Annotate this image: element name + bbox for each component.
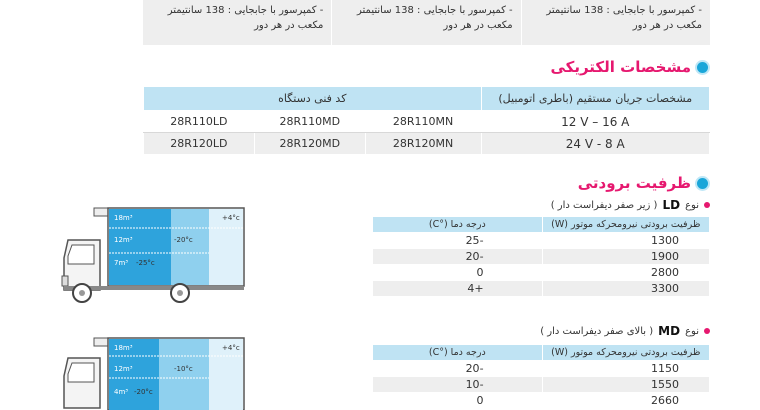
zone-label: 18m³ — [114, 214, 133, 222]
temp-label: -10°c — [174, 365, 193, 373]
table-row: 1150 -20 — [373, 361, 710, 377]
ld-subheading — [551, 198, 710, 212]
spec-cell: 24 V - 8 A — [481, 133, 709, 155]
header-codes: کد فنی دستگاه — [144, 87, 482, 111]
table-row — [144, 133, 710, 155]
zone-label: 7m³ — [114, 259, 129, 267]
bullet-icon — [697, 62, 708, 73]
type-note: ( بالای صفر دیفراست دار ) — [540, 325, 654, 337]
type-prefix: نوع — [685, 199, 699, 211]
zone-label: 18m³ — [114, 344, 133, 352]
compressor-cell: - کمپرسور با جابجایی : 138 سانتیمتر مکعب در هر دور — [521, 0, 710, 45]
zone-label: 12m³ — [114, 236, 133, 244]
table-row — [144, 111, 710, 133]
temp-label: -25°c — [136, 259, 155, 267]
md-capacity-table — [372, 344, 710, 409]
code-cell: 28R110MD — [254, 111, 365, 133]
temp-label: -20°c — [134, 388, 153, 396]
electrical-title: مشخصات الکتریکی — [550, 58, 691, 76]
table-row: 1550 -10 — [373, 377, 710, 393]
bullet-icon — [697, 178, 708, 189]
table-row: 1900 -20 — [373, 249, 710, 265]
electrical-table — [143, 86, 710, 155]
truck-ld-diagram — [60, 198, 250, 308]
compressor-cell: - کمپرسور با جابجایی : 138 سانتیمتر مکعب در هر دور — [167, 5, 324, 31]
md-subheading — [540, 324, 710, 338]
truck-md-diagram — [60, 330, 250, 410]
temp-label: +4°c — [222, 344, 240, 352]
compressor-strip — [143, 0, 710, 45]
type-code: MD — [658, 324, 681, 338]
table-row: 1300 -25 — [373, 233, 710, 249]
code-cell: 28R110MN — [365, 111, 481, 133]
type-code: LD — [662, 198, 681, 212]
col-temp: درجه دما (°C) — [373, 345, 543, 361]
capacity-heading — [578, 174, 708, 192]
table-row: 2800 0 — [373, 265, 710, 281]
zone-label: 4m³ — [114, 388, 129, 396]
col-power: ظرفیت برودتی نیرومحرکه موتور (W) — [542, 217, 709, 233]
code-cell: 28R120MD — [254, 133, 365, 155]
code-cell: 28R110LD — [144, 111, 255, 133]
code-cell: 28R120MN — [365, 133, 481, 155]
electrical-heading — [550, 58, 708, 76]
spec-cell: 12 V – 16 A — [481, 111, 709, 133]
type-prefix: نوع — [685, 325, 699, 337]
zone-label: 12m³ — [114, 365, 133, 373]
compressor-cell: - کمپرسور با جابجایی : 138 سانتیمتر مکعب در هر دور — [331, 0, 520, 45]
table-row: 3300 +4 — [373, 281, 710, 297]
temp-label: +4°c — [222, 214, 240, 222]
col-power: ظرفیت برودتی نیرومحرکه موتور (W) — [542, 345, 709, 361]
table-row: 2660 0 — [373, 393, 710, 409]
col-temp: درجه دما (°C) — [373, 217, 543, 233]
capacity-title: ظرفیت برودتی — [577, 174, 691, 192]
code-cell: 28R120LD — [144, 133, 255, 155]
ld-capacity-table — [372, 216, 710, 297]
type-note: ( زیر صفر دیفراست دار ) — [550, 199, 658, 211]
bullet-icon — [704, 202, 710, 208]
temp-label: -20°c — [174, 236, 193, 244]
header-current: مشخصات جریان مستقیم (باطری اتومبیل) — [481, 87, 709, 111]
bullet-icon — [704, 328, 710, 334]
